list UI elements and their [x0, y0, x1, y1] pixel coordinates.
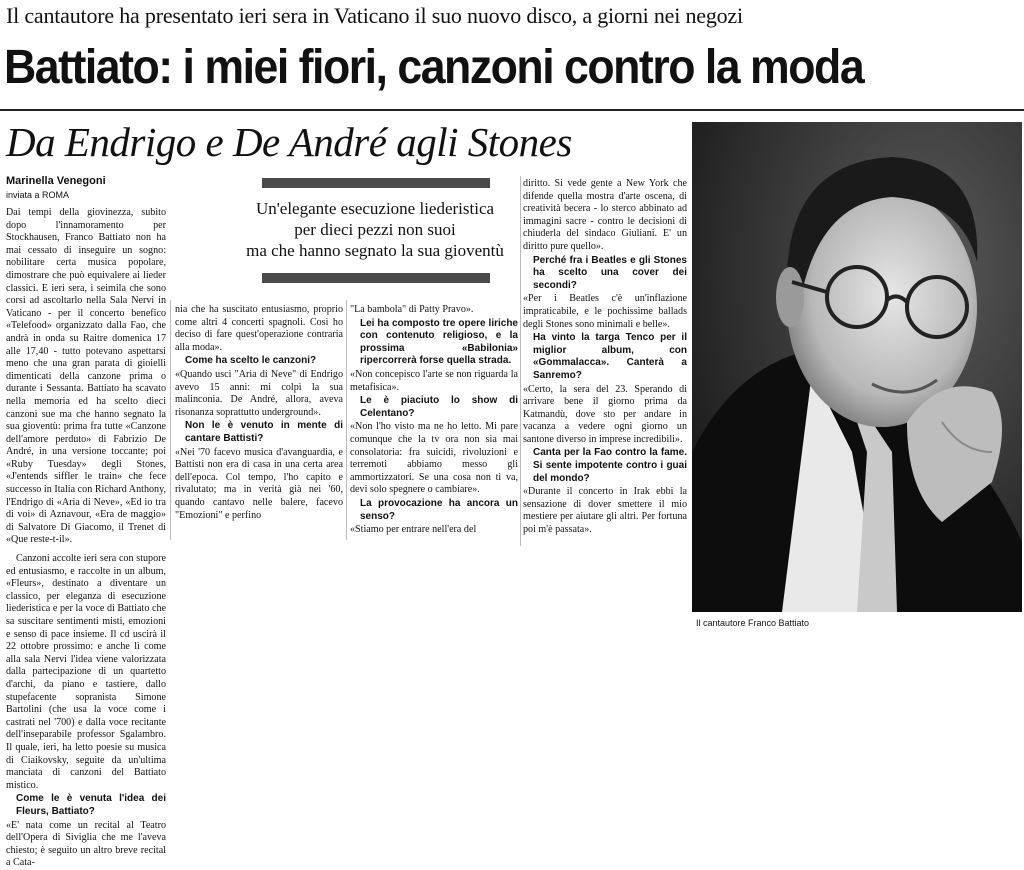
interview-question: Non le è venuto in mente di cantare Battisti? [185, 420, 343, 444]
paragraph: «Certo, la sera del 23. Sperando di arrivare bene il giorno prima da Katmandù, dove sto per andare in vacanza a vedere ogni giorno un santone diverso in imprese incredibili». [523, 383, 687, 445]
deck-bar-top [262, 178, 490, 188]
deck-line: ma che hanno segnato la sua gioventù [246, 241, 504, 260]
paragraph: Dai tempi della giovinezza, subito dopo l'innamoramento per Stockhausen, Franco Battiato non ha mai cessato di inseguire un sogno: nobilitare certa musica popolare, dimostrare che può equivalere ai lieder classici. E ieri sera, i seimila che sono corsi ad ascoltarlo nella Sala Nervi in Vaticano - per il concerto benefico «Telefood» organizzato dalla Fao, che andrà in onda su Raitre domenica 17 alle 17,40 - tutto potevano aspettarsi meno che una gran parata di gioielli dimenticati della canzone prima o durante i Sessanta. Battiato ha scavato nella memoria ed ha scelto dieci canzoni sue ma che hanno segnato la sua gioventù: prima fra tutte «Canzone dell'amore perduto» di Fabrizio De André, in una versione toccante; poi «Ruby Tuesday» degli Stones, «J'entends siffler le train» che fece successo in Italia con Richard Anthony, l'Endrigo di «Aria di Neve», «Ed io tra di voi» di Aznavour, «Era de maggio» di Salvatore Di Giacomo, il Trenet di «Que reste-t-il». [6, 207, 166, 546]
column-divider [346, 300, 347, 540]
portrait-photo [692, 122, 1022, 612]
paragraph: «Nei '70 facevo musica d'avanguardia, e Battisti non era di casa in una certa area dell'epoca. Col tempo, l'ho capito e rivalutato; ma in verità già nei '60, quando cantavo nelle balere, facevo "Emozioni" e perfino [175, 446, 343, 521]
article-column-2 [175, 304, 343, 534]
portrait-illustration [692, 122, 1022, 612]
interview-question: Come ha scelto le canzoni? [185, 355, 317, 367]
column-divider [520, 176, 521, 546]
interview-question: Perché fra i Beatles e gli Stones ha scelto una cover dei secondi? [533, 254, 687, 291]
paragraph: «Quando uscì "Aria di Neve" di Endrigo avevo 15 anni: mi colpì la sua malinconia. De André, allora, aveva risonanza soprattutto underground». [175, 368, 343, 418]
deck-line: Un'elegante esecuzione liederistica [255, 199, 495, 218]
headline: Battiato: i miei fiori, canzoni contro la moda [4, 41, 864, 94]
paragraph: «E' nata come un recital al Teatro dell'Opera di Siviglia che me l'aveva chiesto; è seguito un altro breve recital a Cata- [6, 819, 166, 869]
byline-author: Marinella Venegoni [6, 175, 106, 187]
paragraph: «Non concepisco l'arte se non riguarda la metafisica». [350, 368, 518, 393]
interview-question: Canta per la Fao contro la fame. Si sente impotente contro i guai del mondo? [533, 447, 687, 484]
byline-place: inviata a ROMA [6, 190, 70, 200]
article-column-1 [6, 207, 166, 869]
kicker: Il cantautore ha presentato ieri sera in Vaticano il suo nuovo disco, a giorni nei negozi [6, 3, 743, 28]
photo-caption: Il cantautore Franco Battiato [696, 618, 810, 628]
paragraph: "La bambola" di Patty Pravo». [350, 304, 474, 315]
paragraph: «Stiamo per entrare nell'era del [350, 524, 477, 536]
column-divider [170, 300, 171, 540]
interview-question: La provocazione ha ancora un senso? [360, 497, 518, 522]
paragraph: «Non l'ho visto ma ne ho letto. Mi pare comunque che la tv ora non sia mai consolatoria: fra suicidi, rivoluzioni e terremoti abbiamo messo gli ammortizzatori. Se una cosa non ti va, devi solo spegnere o cambiare». [350, 421, 518, 496]
deck-bar-bottom [262, 273, 490, 283]
interview-question: Come le è venuta l'idea dei Fleurs, Battiato? [16, 793, 166, 817]
paragraph: diritto. Si vede gente a New York che difende quella mostra d'arte oscena, di creatività becera - lo sterco abbinato ad immagini sacre - contro le decisioni di chiuderla del sindaco Giuliani. E' un diritto pure quello». [523, 178, 687, 252]
paragraph: nia che ha suscitato entusiasmo, proprio come altri 4 concerti spagnoli. Così ho deciso di fare quest'operazione contraria alla moda». [175, 304, 343, 353]
deck-line: per dieci pezzi non suoi [294, 220, 456, 239]
subheadline: Da Endrigo e De André agli Stones [6, 119, 572, 165]
interview-question: Ha vinto la targa Tenco per il miglior album, con «Gommalacca». Canterà a Sanremo? [533, 332, 687, 381]
paragraph: «Per i Beatles c'è un'inflazione impraticabile, e le pochissime ballads degli Stones sono minimali e belle». [523, 293, 687, 330]
paragraph: «Durante il concerto in Irak ebbi la sensazione di dover smettere il mio mestiere per aiutare gli altri. Per fortuna poi m'è passata». [523, 486, 687, 536]
top-rule [0, 109, 1024, 111]
deck [180, 198, 570, 261]
paragraph: Canzoni accolte ieri sera con stupore ed entusiasmo, e raccolte in un album, «Fleurs», destinato a diventare un classico, per eleganza di esecuzione liederistica e per la voce di Battiato che sa suscitare sentimenti misti, emozioni e senso di pace insieme. Il cd uscirà il 22 ottobre prossimo: e anche lì come alla sala Nervi l'idea viene valorizzata dalla partecipazione di un quartetto d'archi, da piano e tastiere, dallo stupefacente sopranista Simone Bartolini (che usa la voce come i castrati nel '700) e dalla voce recitante dell'inseparabile professor Sgalambro. Il quale, ieri, ha letto poesie su musica di Ciaikovsky, seguite da un'ultima manciata di canzoni del Battiato mistico. [6, 553, 166, 791]
interview-question: Lei ha composto tre opere liriche con contenuto religioso, e la prossima «Babilonia» ripercorrerà forse quella strada. [360, 317, 518, 367]
interview-question: Le è piaciuto lo show di Celentano? [360, 395, 518, 419]
article-column-4 [523, 178, 687, 548]
article-column-3 [350, 304, 518, 534]
